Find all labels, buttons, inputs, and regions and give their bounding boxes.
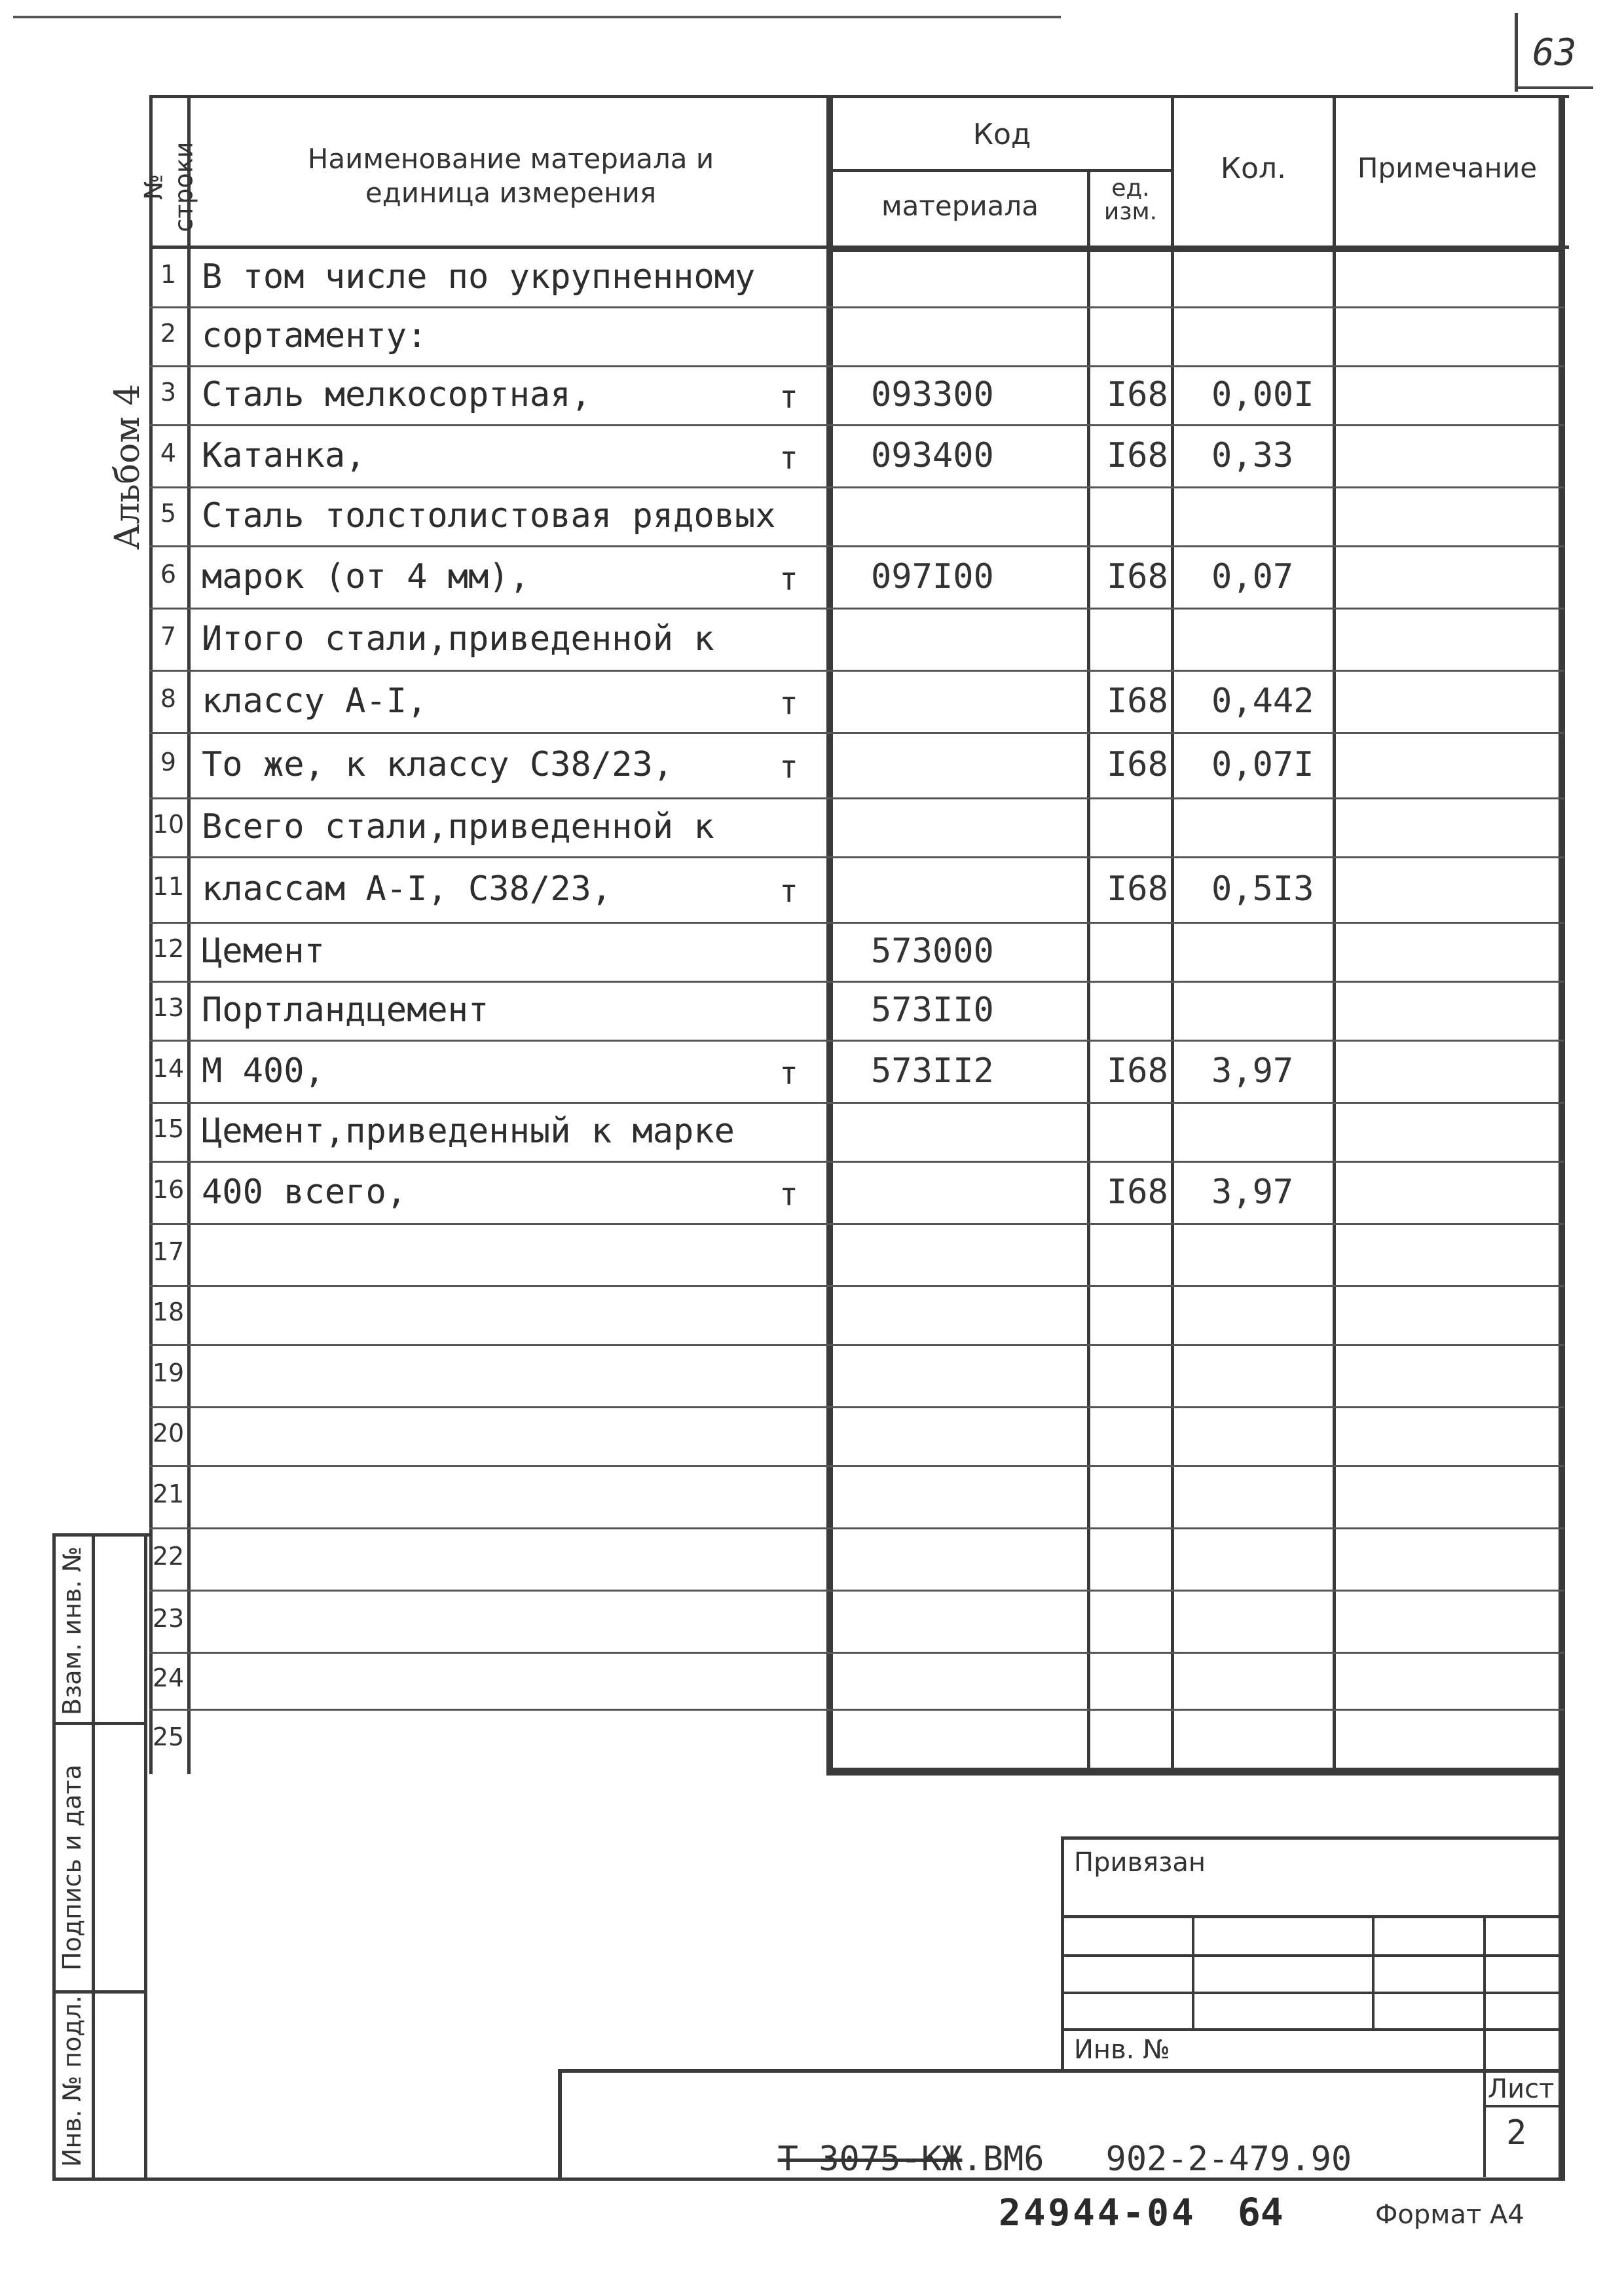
header-code-unit-2: изм. <box>1103 198 1158 225</box>
material-name: 400 всего, <box>202 1172 407 1212</box>
row-separator <box>149 1527 1564 1529</box>
row-separator <box>149 1285 1564 1287</box>
list-label: Лист <box>1488 2074 1555 2104</box>
unit-of-measure: т <box>779 873 798 910</box>
stamp-vzam-inv: Взам. инв. № <box>58 1546 86 1715</box>
unit-code: I68 <box>1107 556 1168 596</box>
unit-code: I68 <box>1107 375 1168 414</box>
row-separator <box>149 424 1564 426</box>
doc-code-struck: Т 3075-КЖ <box>777 2140 963 2179</box>
header-row-no: № строки <box>139 141 198 232</box>
quantity: 0,442 <box>1211 681 1314 721</box>
unit-of-measure: т <box>779 749 798 786</box>
stamp-sep-2 <box>52 1990 147 1994</box>
list-label-line <box>1483 2105 1565 2107</box>
privyazan-label: Привязан <box>1074 1848 1206 1878</box>
stamp-main-top <box>560 2069 1565 2073</box>
material-name: марок (от 4 мм), <box>202 556 530 596</box>
unit-of-measure: т <box>779 685 798 722</box>
unit-code: I68 <box>1107 681 1168 721</box>
col-divider-rownum <box>187 95 191 1774</box>
stamp-top <box>52 1533 151 1537</box>
col-divider-name <box>826 95 833 1774</box>
data-box-bottom <box>826 1768 1565 1776</box>
row-number: 9 <box>160 748 177 776</box>
unit-of-measure: т <box>779 560 798 598</box>
material-name: М 400, <box>202 1051 325 1091</box>
quantity: 0,5I3 <box>1211 869 1314 909</box>
row-number: 1 <box>160 260 177 289</box>
row-separator <box>149 981 1564 983</box>
doc-code <box>737 2100 1352 2179</box>
doc-code-rest: .ВМ6 902-2-479.90 <box>962 2140 1352 2179</box>
material-code: 573II2 <box>871 1051 994 1091</box>
title-block-line-4 <box>1064 2028 1565 2031</box>
material-name: Катанка, <box>202 435 366 475</box>
quantity: 0,33 <box>1211 435 1294 475</box>
row-number: 13 <box>152 993 185 1022</box>
header-name-line2: единица измерения <box>365 177 657 209</box>
row-separator <box>149 486 1564 488</box>
material-name: сортаменту: <box>202 316 428 355</box>
footer-format: Формат А4 <box>1375 2200 1524 2230</box>
material-code: 573000 <box>871 932 994 971</box>
material-code: 573II0 <box>871 991 994 1030</box>
row-separator <box>149 1344 1564 1346</box>
row-number: 4 <box>160 438 177 467</box>
row-separator <box>149 545 1564 547</box>
footer-handwritten-code: 24944-04 <box>999 2192 1196 2234</box>
row-number: 10 <box>152 810 185 839</box>
header-code-unit-1: ед. <box>1111 175 1150 202</box>
material-name: То же, к классу С38/23, <box>202 745 674 784</box>
row-separator <box>149 1223 1564 1225</box>
row-number: 15 <box>152 1114 185 1143</box>
unit-code: I68 <box>1107 745 1168 784</box>
row-separator <box>149 1161 1564 1163</box>
unit-of-measure: т <box>779 379 798 416</box>
row-number: 24 <box>152 1663 185 1692</box>
row-separator <box>149 1465 1564 1467</box>
unit-of-measure: т <box>779 1176 798 1213</box>
row-number: 21 <box>152 1479 185 1508</box>
code-group-underline <box>826 169 1173 172</box>
material-name: Портландцемент <box>202 991 489 1030</box>
stamp-main-left <box>558 2069 562 2180</box>
row-separator <box>149 1102 1564 1104</box>
row-number: 7 <box>160 621 177 651</box>
col-divider-code <box>1087 170 1090 1774</box>
material-name: Цемент <box>202 932 325 971</box>
material-name: классу А-I, <box>202 681 428 721</box>
page-number-divider <box>1515 13 1518 92</box>
row-number: 11 <box>152 872 185 901</box>
material-code: 093300 <box>871 375 994 414</box>
material-code: 097I00 <box>871 556 994 596</box>
stamp-podpis-data: Подпись и дата <box>58 1764 86 1971</box>
top-rule <box>13 16 1061 18</box>
quantity: 3,97 <box>1211 1172 1294 1212</box>
row-separator <box>149 1590 1564 1592</box>
row-number: 18 <box>152 1298 185 1326</box>
row-separator <box>149 670 1564 672</box>
quantity: 3,97 <box>1211 1051 1294 1091</box>
row-separator <box>149 365 1564 367</box>
list-number: 2 <box>1506 2113 1527 2153</box>
row-number: 12 <box>152 934 185 963</box>
stamp-inv-podl: Инв. № подл. <box>58 1995 86 2167</box>
album-label: Альбом 4 <box>108 384 147 550</box>
header-name-line1: Наименование материала и <box>307 143 714 175</box>
unit-of-measure: т <box>779 1055 798 1092</box>
row-separator <box>149 1406 1564 1408</box>
header-qty: Кол. <box>1220 152 1287 185</box>
material-code: 093400 <box>871 435 994 475</box>
row-separator <box>149 608 1564 610</box>
stamp-sep-1 <box>52 1722 147 1725</box>
row-number: 6 <box>160 559 177 589</box>
table-top-border <box>149 95 1569 98</box>
row-number: 16 <box>152 1175 185 1204</box>
material-name: Всего стали,приведенной к <box>202 807 714 847</box>
row-number: 14 <box>152 1053 185 1083</box>
row-number: 8 <box>160 683 177 713</box>
material-name: Сталь толстолистовая рядовых <box>202 496 776 536</box>
quantity: 0,00I <box>1211 375 1314 414</box>
title-block-line-1 <box>1064 1915 1565 1918</box>
header-code-material: материала <box>881 190 1039 222</box>
row-separator <box>149 1709 1564 1711</box>
title-block-vcol-1 <box>1192 1915 1194 2028</box>
unit-of-measure: т <box>779 439 798 477</box>
material-name: Цемент,приведенный к марке <box>202 1112 735 1151</box>
stamp-right-border <box>144 1535 147 2180</box>
data-box-top <box>826 246 1565 252</box>
page-number-underline <box>1515 86 1593 89</box>
unit-code: I68 <box>1107 435 1168 475</box>
row-number: 19 <box>152 1358 185 1387</box>
inv-no-label: Инв. № <box>1074 2035 1170 2065</box>
table-right-border <box>1559 95 1565 2180</box>
material-name: классам А-I, С38/23, <box>202 869 612 909</box>
stamp-inner-border <box>92 1535 95 2180</box>
material-name: Итого стали,приведенной к <box>202 619 714 659</box>
row-separator <box>149 306 1564 308</box>
quantity: 0,07I <box>1211 745 1314 784</box>
row-separator <box>149 1040 1564 1042</box>
unit-code: I68 <box>1107 1051 1168 1091</box>
col-divider-qty <box>1333 95 1336 1774</box>
material-name: Сталь мелкосортная, <box>202 375 591 414</box>
row-number: 2 <box>160 319 177 348</box>
row-number: 25 <box>152 1722 185 1751</box>
row-number: 22 <box>152 1541 185 1571</box>
col-divider-meas <box>1171 95 1174 1774</box>
header-note: Примечание <box>1357 152 1538 184</box>
row-separator <box>149 732 1564 734</box>
row-number: 3 <box>160 378 177 407</box>
title-block-line-3 <box>1064 1992 1565 1994</box>
title-block-vcol-2 <box>1372 1915 1375 2028</box>
row-number: 20 <box>152 1419 185 1448</box>
row-number: 5 <box>160 499 177 528</box>
row-separator <box>149 1652 1564 1654</box>
header-code-group: Код <box>972 118 1031 151</box>
title-block-line-2 <box>1064 1954 1565 1957</box>
material-name: В том числе по укрупненному <box>202 257 756 297</box>
row-number: 23 <box>152 1603 185 1633</box>
row-number: 17 <box>152 1237 185 1266</box>
unit-code: I68 <box>1107 869 1168 909</box>
title-block-vcol-3 <box>1483 1915 1486 2177</box>
stamp-left-border <box>52 1535 56 2180</box>
page-number: 63 <box>1532 31 1577 74</box>
title-block-top <box>1064 1836 1565 1840</box>
unit-code: I68 <box>1107 1172 1168 1212</box>
row-separator <box>149 856 1564 858</box>
quantity: 0,07 <box>1211 556 1294 596</box>
row-separator <box>149 797 1564 799</box>
row-separator <box>149 922 1564 924</box>
footer-handwritten-num: 64 <box>1238 2190 1283 2234</box>
